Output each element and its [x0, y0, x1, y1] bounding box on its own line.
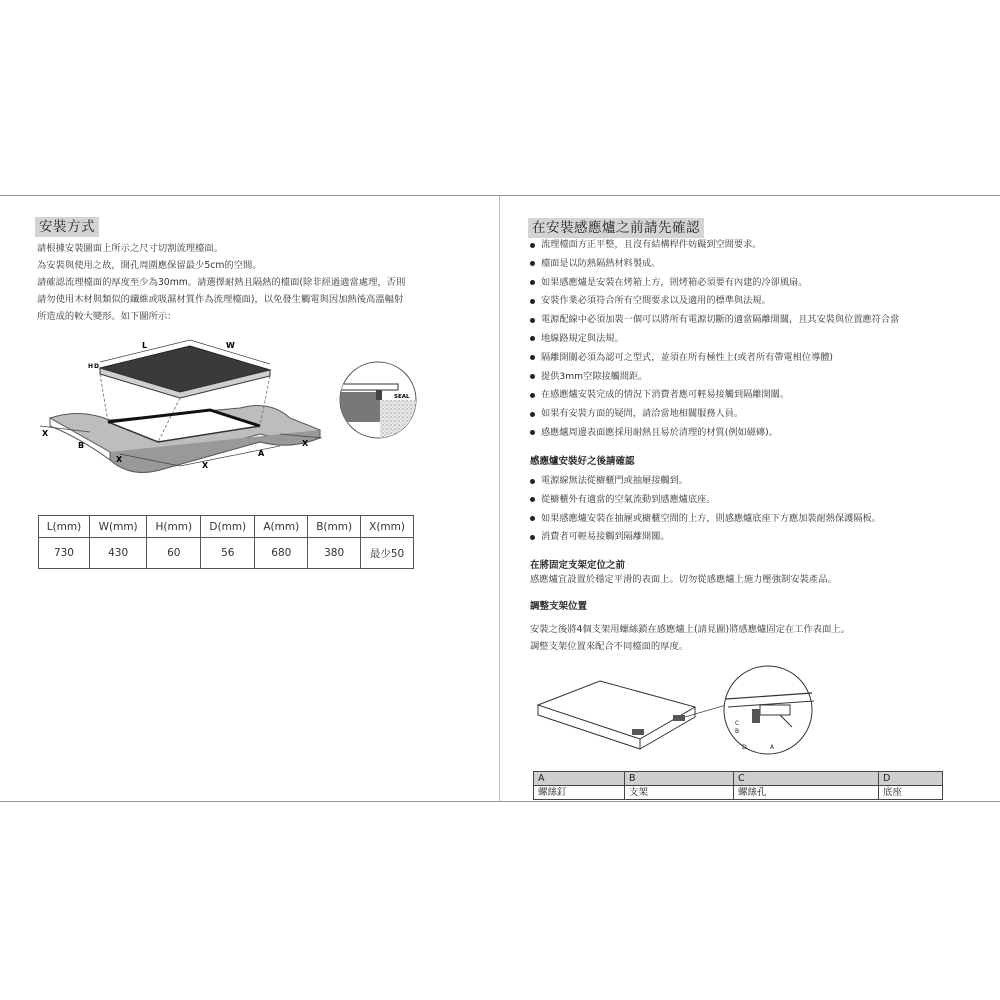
list-item: 安裝作業必須符合所有空間要求以及適用的標準與法規。 [528, 292, 978, 311]
list-item: 如果感應爐是安裝在烤箱上方，則烤箱必須要有內建的冷卻風扇。 [528, 274, 978, 293]
value-cell: 56 [201, 538, 255, 569]
svg-text:A: A [770, 744, 775, 751]
label-X: X [202, 461, 209, 470]
adjust-bracket-title: 調整支架位置 [530, 601, 588, 612]
label-X: X [302, 439, 309, 448]
part-letter: D [879, 772, 943, 786]
list-item: 感應爐周邊表面應採用耐熱且易於清理的材質(例如磁磚)。 [528, 424, 978, 443]
value-cell: 430 [89, 538, 146, 569]
header-cell: D(mm) [201, 516, 255, 538]
fix-bracket-title: 在將固定支架定位之前 [530, 560, 626, 571]
svg-text:B: B [735, 728, 740, 735]
header-cell: B(mm) [308, 516, 361, 538]
table-header-row [39, 516, 414, 538]
paragraph-line: 安裝之後將4個支架用螺絲鎖在感應爐上(請見圖)將感應爐固定在工作表面上。 [530, 624, 850, 635]
paragraph-line: 請勿使用木材與類似的纖維或吸濕材質作為流理檯面)，以免發生觸電與因加熱後高溫輻射 [37, 294, 404, 305]
adjust-bracket-text [530, 621, 850, 655]
value-cell: 60 [147, 538, 201, 569]
label-X: X [116, 455, 123, 464]
value-cell: 680 [255, 538, 308, 569]
header-cell: X(mm) [361, 516, 414, 538]
label-W: W [226, 341, 235, 350]
seal-detail-diagram [338, 360, 418, 440]
parts-letter-row [534, 772, 943, 786]
label-D: D [94, 363, 99, 370]
list-item: 在感應爐安裝完成的情況下消費者應可輕易接觸到隔離開關。 [528, 386, 978, 405]
left-heading: 安裝方式 [35, 217, 99, 237]
list-item: 隔離開關必須為認可之型式，並須在所有極性上(或者所有帶電相位導體) [528, 349, 978, 368]
label-B: B [78, 441, 85, 450]
header-cell: A(mm) [255, 516, 308, 538]
label-X: X [42, 429, 49, 438]
fix-bracket-text: 感應爐宜設置於穩定平滑的表面上。切勿從感應爐上施力壓強制安裝產品。 [530, 574, 837, 585]
after-install-title: 感應爐安裝好之後請確認 [530, 456, 635, 467]
value-cell: 最少50 [361, 538, 414, 569]
list-item: 電源線無法從櫥櫃門或抽屜接觸到。 [528, 472, 978, 491]
list-item: 消費者可輕易接觸到隔離開關。 [528, 528, 978, 547]
label-H: H [88, 363, 94, 370]
right-heading: 在安裝感應爐之前請先確認 [528, 218, 704, 238]
part-name: 底座 [879, 786, 943, 800]
parts-table [533, 771, 943, 800]
paragraph-line: 請根據安裝圖面上所示之尺寸切割流理檯面。 [37, 243, 223, 254]
top-rule [0, 195, 1000, 196]
header-cell: L(mm) [39, 516, 90, 538]
list-item: 電源配線中必須加裝一個可以將所有電源切斷的適當隔離開關，且其安裝與位置應符合當 [528, 311, 978, 330]
parts-name-row [534, 786, 943, 800]
label-A: A [258, 449, 265, 458]
list-item-continuation: 地線路規定與法規。 [528, 330, 978, 349]
svg-text:D: D [742, 744, 747, 751]
install-paragraph [37, 240, 487, 325]
list-item: 從櫥櫃外有適當的空氣流動到感應爐底座。 [528, 491, 978, 510]
part-name: 支架 [625, 786, 734, 800]
column-divider [499, 196, 500, 801]
svg-text:C: C [735, 720, 740, 727]
part-name: 螺絲孔 [734, 786, 879, 800]
part-letter: A [534, 772, 625, 786]
list-item: 流理檯面方正平整，且沒有結構桿件妨礙到空間要求。 [528, 236, 978, 255]
list-item: 提供3mm空隙接觸間距。 [528, 368, 978, 387]
header-cell: W(mm) [89, 516, 146, 538]
paragraph-line: 所造成的較大變形。如下圖所示： [37, 311, 177, 322]
label-L: L [142, 341, 148, 350]
list-item: 檯面是以防熱隔熱材料製成。 [528, 255, 978, 274]
bottom-rule [0, 801, 1000, 802]
header-cell: H(mm) [147, 516, 201, 538]
value-cell: 730 [39, 538, 90, 569]
seal-label: SEAL [394, 394, 410, 400]
paragraph-line: 調整支架位置來配合不同檯面的厚度。 [530, 641, 689, 652]
pre-install-checklist [528, 236, 978, 443]
after-install-checklist [528, 472, 978, 547]
value-cell: 380 [308, 538, 361, 569]
bracket-diagram [530, 665, 820, 765]
list-item: 如果有安裝方面的疑問，請洽當地相關服務人員。 [528, 405, 978, 424]
paragraph-line: 為安裝與使用之故，開孔周圍應保留最少5cm的空間。 [37, 260, 262, 271]
dimension-table [38, 515, 414, 569]
part-letter: B [625, 772, 734, 786]
table-row [39, 538, 414, 569]
list-item: 如果感應爐安裝在抽屜或櫥櫃空間的上方，則感應爐底座下方應加裝耐熱保護隔板。 [528, 510, 978, 529]
paragraph-line: 請確認流理檯面的厚度至少為30mm。請選擇耐熱且隔熱的檯面(除非經過適當處理，否則 [37, 277, 406, 288]
part-name: 螺絲釘 [534, 786, 625, 800]
part-letter: C [734, 772, 879, 786]
